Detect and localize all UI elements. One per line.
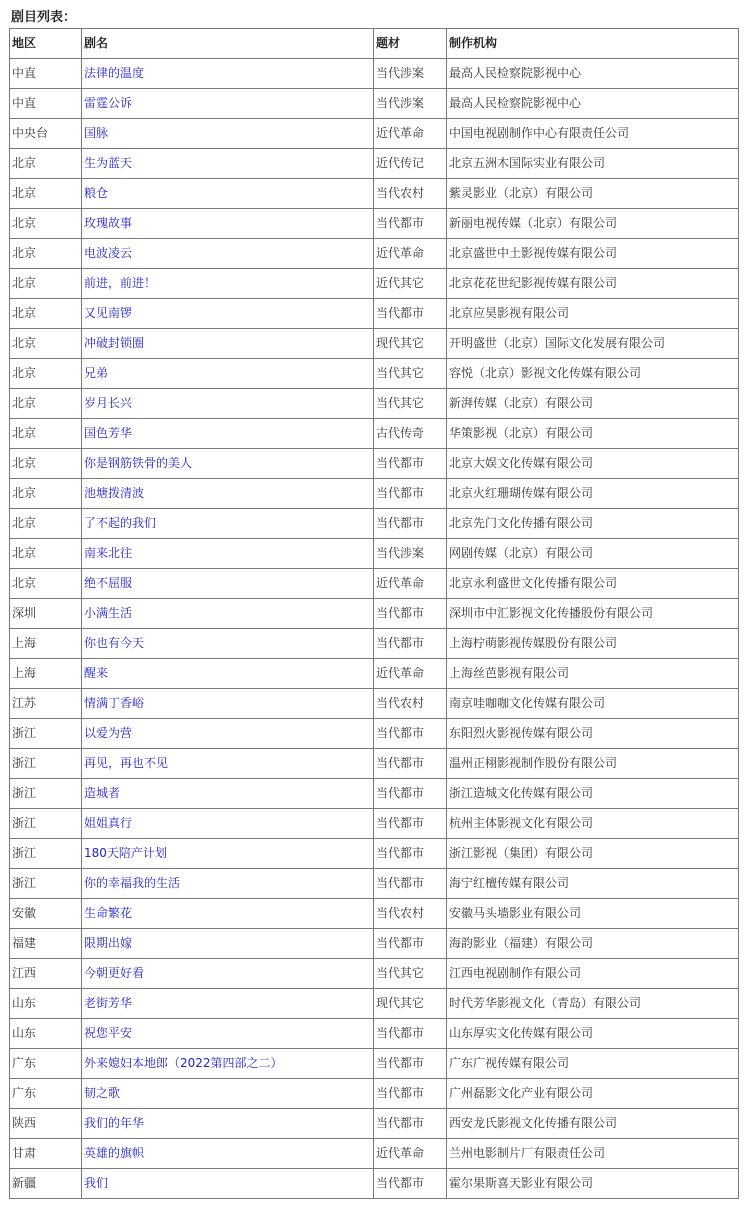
- region-cell: 北京: [10, 419, 82, 449]
- table-row: [10, 89, 739, 119]
- title-cell: [82, 1079, 374, 1109]
- table-row: [10, 659, 739, 689]
- title-cell: [82, 809, 374, 839]
- table-row: [10, 569, 739, 599]
- table-row: [10, 119, 739, 149]
- region-cell: 浙江: [10, 779, 82, 809]
- table-row: [10, 959, 739, 989]
- genre-cell: 当代农村: [374, 689, 447, 719]
- title-cell: [82, 1169, 374, 1199]
- table-row: [10, 209, 739, 239]
- org-cell: 开明盛世（北京）国际文化发展有限公司: [447, 329, 739, 359]
- table-row: [10, 1019, 739, 1049]
- org-cell: 容悦（北京）影视文化传媒有限公司: [447, 359, 739, 389]
- genre-cell: 当代其它: [374, 389, 447, 419]
- region-cell: 北京: [10, 389, 82, 419]
- table-row: [10, 929, 739, 959]
- drama-title-link[interactable]: 电波凌云: [84, 246, 133, 260]
- genre-cell: 近代革命: [374, 659, 447, 689]
- drama-title-link[interactable]: 限期出嫁: [84, 936, 133, 950]
- table-row: [10, 1079, 739, 1109]
- genre-cell: 当代农村: [374, 899, 447, 929]
- region-cell: 北京: [10, 239, 82, 269]
- header-title: 剧名: [82, 29, 374, 59]
- title-cell: [82, 869, 374, 899]
- org-cell: 浙江影视（集团）有限公司: [447, 839, 739, 869]
- drama-title-link[interactable]: 兄弟: [84, 366, 109, 380]
- table-row: [10, 359, 739, 389]
- region-cell: 江苏: [10, 689, 82, 719]
- table-row: [10, 539, 739, 569]
- drama-title-link[interactable]: 池塘拨清波: [84, 486, 145, 500]
- org-cell: 东阳烈火影视传媒有限公司: [447, 719, 739, 749]
- region-cell: 北京: [10, 149, 82, 179]
- org-cell: 广东广视传媒有限公司: [447, 1049, 739, 1079]
- drama-title-link[interactable]: 你的幸福我的生活: [84, 876, 181, 890]
- org-cell: 江西电视剧制作有限公司: [447, 959, 739, 989]
- title-cell: [82, 479, 374, 509]
- title-cell: [82, 239, 374, 269]
- genre-cell: 当代都市: [374, 509, 447, 539]
- table-row: [10, 629, 739, 659]
- drama-title-link[interactable]: 又见南锣: [84, 306, 133, 320]
- drama-title-link[interactable]: 180天陪产计划: [84, 846, 167, 860]
- org-cell: 西安龙氏影视文化传播有限公司: [447, 1109, 739, 1139]
- genre-cell: 当代其它: [374, 959, 447, 989]
- drama-title-link[interactable]: 玫瑰故事: [84, 216, 133, 230]
- org-cell: 杭州主体影视文化有限公司: [447, 809, 739, 839]
- drama-title-link[interactable]: 生命繁花: [84, 906, 133, 920]
- region-cell: 甘肃: [10, 1139, 82, 1169]
- region-cell: 福建: [10, 929, 82, 959]
- table-row: [10, 59, 739, 89]
- drama-title-link[interactable]: 我们: [84, 1176, 109, 1190]
- genre-cell: 近代革命: [374, 1139, 447, 1169]
- region-cell: 浙江: [10, 869, 82, 899]
- title-cell: [82, 719, 374, 749]
- org-cell: 新丽电视传媒（北京）有限公司: [447, 209, 739, 239]
- genre-cell: 现代其它: [374, 329, 447, 359]
- region-cell: 陕西: [10, 1109, 82, 1139]
- genre-cell: 近代革命: [374, 569, 447, 599]
- org-cell: 新湃传媒（北京）有限公司: [447, 389, 739, 419]
- region-cell: 浙江: [10, 749, 82, 779]
- drama-title-link[interactable]: 绝不屈服: [84, 576, 133, 590]
- table-row: [10, 749, 739, 779]
- table-row: [10, 479, 739, 509]
- region-cell: 北京: [10, 269, 82, 299]
- org-cell: 时代芳华影视文化（青岛）有限公司: [447, 989, 739, 1019]
- title-cell: [82, 899, 374, 929]
- table-row: [10, 239, 739, 269]
- genre-cell: 当代涉案: [374, 89, 447, 119]
- title-cell: [82, 359, 374, 389]
- drama-title-link[interactable]: 醒来: [84, 666, 109, 680]
- drama-title-link[interactable]: 老街芳华: [84, 996, 133, 1010]
- genre-cell: 近代革命: [374, 119, 447, 149]
- region-cell: 北京: [10, 569, 82, 599]
- genre-cell: 当代都市: [374, 1109, 447, 1139]
- region-cell: 新疆: [10, 1169, 82, 1199]
- region-cell: 北京: [10, 209, 82, 239]
- region-cell: 北京: [10, 329, 82, 359]
- drama-title-link[interactable]: 国色芳华: [84, 426, 133, 440]
- genre-cell: 当代都市: [374, 209, 447, 239]
- genre-cell: 当代都市: [374, 749, 447, 779]
- region-cell: 深圳: [10, 599, 82, 629]
- title-cell: [82, 749, 374, 779]
- title-cell: [82, 389, 374, 419]
- title-cell: [82, 329, 374, 359]
- genre-cell: 当代都市: [374, 479, 447, 509]
- header-region: 地区: [10, 29, 82, 59]
- org-cell: 兰州电影制片厂有限责任公司: [447, 1139, 739, 1169]
- genre-cell: 当代都市: [374, 629, 447, 659]
- org-cell: 深圳市中汇影视文化传播股份有限公司: [447, 599, 739, 629]
- title-cell: [82, 449, 374, 479]
- genre-cell: 当代都市: [374, 299, 447, 329]
- table-header-row: [10, 29, 739, 59]
- genre-cell: 当代其它: [374, 359, 447, 389]
- drama-title-link[interactable]: 祝您平安: [84, 1026, 133, 1040]
- table-row: [10, 149, 739, 179]
- region-cell: 广东: [10, 1049, 82, 1079]
- org-cell: 北京应昊影视有限公司: [447, 299, 739, 329]
- table-row: [10, 419, 739, 449]
- title-cell: [82, 599, 374, 629]
- org-cell: 山东厚实文化传媒有限公司: [447, 1019, 739, 1049]
- table-row: [10, 779, 739, 809]
- org-cell: 南京哇咖咖文化传媒有限公司: [447, 689, 739, 719]
- genre-cell: 当代都市: [374, 839, 447, 869]
- drama-title-link[interactable]: 南来北往: [84, 546, 133, 560]
- table-row: [10, 899, 739, 929]
- drama-title-link[interactable]: 了不起的我们: [84, 516, 157, 530]
- org-cell: 最高人民检察院影视中心: [447, 89, 739, 119]
- title-cell: [82, 989, 374, 1019]
- drama-title-link[interactable]: 造城者: [84, 786, 121, 800]
- genre-cell: 当代都市: [374, 599, 447, 629]
- drama-title-link[interactable]: 生为蓝天: [84, 156, 133, 170]
- table-row: [10, 1109, 739, 1139]
- org-cell: 霍尔果斯喜天影业有限公司: [447, 1169, 739, 1199]
- title-cell: [82, 209, 374, 239]
- title-cell: [82, 839, 374, 869]
- title-cell: [82, 179, 374, 209]
- table-row: [10, 299, 739, 329]
- region-cell: 中直: [10, 89, 82, 119]
- drama-title-link[interactable]: 姐姐真行: [84, 816, 133, 830]
- table-row: [10, 689, 739, 719]
- drama-title-link[interactable]: 再见，再也不见: [84, 756, 169, 770]
- genre-cell: 近代革命: [374, 239, 447, 269]
- org-cell: 上海丝芭影视有限公司: [447, 659, 739, 689]
- region-cell: 北京: [10, 299, 82, 329]
- title-cell: [82, 269, 374, 299]
- title-cell: [82, 1109, 374, 1139]
- drama-title-link[interactable]: 雷霆公诉: [84, 96, 133, 110]
- region-cell: 山东: [10, 989, 82, 1019]
- org-cell: 浙江造城文化传媒有限公司: [447, 779, 739, 809]
- org-cell: 安徽马头墙影业有限公司: [447, 899, 739, 929]
- title-cell: [82, 539, 374, 569]
- drama-title-link[interactable]: 英雄的旗帜: [84, 1146, 145, 1160]
- genre-cell: 当代都市: [374, 719, 447, 749]
- genre-cell: 当代都市: [374, 1019, 447, 1049]
- table-row: [10, 599, 739, 629]
- org-cell: 温州正栩影视制作股份有限公司: [447, 749, 739, 779]
- org-cell: 北京盛世中土影视传媒有限公司: [447, 239, 739, 269]
- org-cell: 上海柠萌影视传媒股份有限公司: [447, 629, 739, 659]
- drama-title-link[interactable]: 粮仓: [84, 186, 109, 200]
- genre-cell: 当代涉案: [374, 539, 447, 569]
- table-row: [10, 809, 739, 839]
- org-cell: 北京五洲木国际实业有限公司: [447, 149, 739, 179]
- table-row: [10, 449, 739, 479]
- region-cell: 安徽: [10, 899, 82, 929]
- region-cell: 上海: [10, 659, 82, 689]
- drama-title-link[interactable]: 你也有今天: [84, 636, 145, 650]
- drama-list-table: [9, 28, 739, 1199]
- table-row: [10, 1049, 739, 1079]
- org-cell: 最高人民检察院影视中心: [447, 59, 739, 89]
- title-cell: [82, 659, 374, 689]
- org-cell: 海宁红檀传媒有限公司: [447, 869, 739, 899]
- genre-cell: 当代都市: [374, 929, 447, 959]
- title-cell: [82, 1139, 374, 1169]
- genre-cell: 当代都市: [374, 1049, 447, 1079]
- drama-title-link[interactable]: 情满丁香峪: [84, 696, 145, 710]
- title-cell: [82, 1049, 374, 1079]
- region-cell: 北京: [10, 509, 82, 539]
- org-cell: 广州磊影文化产业有限公司: [447, 1079, 739, 1109]
- table-row: [10, 839, 739, 869]
- title-cell: [82, 689, 374, 719]
- genre-cell: 现代其它: [374, 989, 447, 1019]
- table-row: [10, 509, 739, 539]
- genre-cell: 当代都市: [374, 779, 447, 809]
- region-cell: 中直: [10, 59, 82, 89]
- region-cell: 北京: [10, 479, 82, 509]
- drama-title-link[interactable]: 岁月长兴: [84, 396, 133, 410]
- org-cell: 北京花花世纪影视传媒有限公司: [447, 269, 739, 299]
- genre-cell: 近代其它: [374, 269, 447, 299]
- region-cell: 浙江: [10, 809, 82, 839]
- header-genre: 题材: [374, 29, 447, 59]
- drama-title-link[interactable]: 外来媳妇本地郎（2022第四部之二）: [84, 1056, 283, 1070]
- drama-title-link[interactable]: 以爱为营: [84, 726, 133, 740]
- title-cell: [82, 779, 374, 809]
- table-row: [10, 989, 739, 1019]
- region-cell: 广东: [10, 1079, 82, 1109]
- org-cell: 网剧传媒（北京）有限公司: [447, 539, 739, 569]
- table-row: [10, 1139, 739, 1169]
- drama-title-link[interactable]: 你是钢筋铁骨的美人: [84, 456, 193, 470]
- drama-title-link[interactable]: 今朝更好看: [84, 966, 145, 980]
- genre-cell: 当代都市: [374, 449, 447, 479]
- title-cell: [82, 1019, 374, 1049]
- region-cell: 北京: [10, 359, 82, 389]
- genre-cell: 近代传记: [374, 149, 447, 179]
- title-cell: [82, 89, 374, 119]
- org-cell: 海韵影业（福建）有限公司: [447, 929, 739, 959]
- org-cell: 华策影视（北京）有限公司: [447, 419, 739, 449]
- table-row: [10, 269, 739, 299]
- table-row: [10, 389, 739, 419]
- title-cell: [82, 929, 374, 959]
- genre-cell: 古代传奇: [374, 419, 447, 449]
- drama-title-link[interactable]: 我们的年华: [84, 1116, 145, 1130]
- drama-title-link[interactable]: 法律的温度: [84, 66, 145, 80]
- title-cell: [82, 119, 374, 149]
- org-cell: 北京大娱文化传媒有限公司: [447, 449, 739, 479]
- title-cell: [82, 149, 374, 179]
- org-cell: 北京永利盛世文化传播有限公司: [447, 569, 739, 599]
- region-cell: 北京: [10, 539, 82, 569]
- table-row: [10, 869, 739, 899]
- table-row: [10, 329, 739, 359]
- genre-cell: 当代农村: [374, 179, 447, 209]
- genre-cell: 当代涉案: [374, 59, 447, 89]
- region-cell: 浙江: [10, 719, 82, 749]
- region-cell: 浙江: [10, 839, 82, 869]
- drama-title-link[interactable]: 小满生活: [84, 606, 133, 620]
- genre-cell: 当代都市: [374, 869, 447, 899]
- genre-cell: 当代都市: [374, 809, 447, 839]
- title-cell: [82, 299, 374, 329]
- title-cell: [82, 59, 374, 89]
- table-row: [10, 179, 739, 209]
- org-cell: 紫灵影业（北京）有限公司: [447, 179, 739, 209]
- table-row: [10, 1169, 739, 1199]
- title-cell: [82, 419, 374, 449]
- title-cell: [82, 959, 374, 989]
- org-cell: 北京先门文化传播有限公司: [447, 509, 739, 539]
- header-org: 制作机构: [447, 29, 739, 59]
- drama-title-link[interactable]: 冲破封锁圈: [84, 336, 145, 350]
- region-cell: 江西: [10, 959, 82, 989]
- region-cell: 北京: [10, 449, 82, 479]
- title-cell: [82, 629, 374, 659]
- region-cell: 北京: [10, 179, 82, 209]
- region-cell: 上海: [10, 629, 82, 659]
- table-row: [10, 719, 739, 749]
- list-caption: 剧目列表：: [11, 10, 77, 25]
- drama-title-link[interactable]: 国脉: [84, 126, 109, 140]
- org-cell: 北京火红珊瑚传媒有限公司: [447, 479, 739, 509]
- drama-title-link[interactable]: 韧之歌: [84, 1086, 121, 1100]
- region-cell: 山东: [10, 1019, 82, 1049]
- genre-cell: 当代都市: [374, 1079, 447, 1109]
- drama-title-link[interactable]: 前进，前进！: [84, 276, 157, 290]
- genre-cell: 当代都市: [374, 1169, 447, 1199]
- region-cell: 中央台: [10, 119, 82, 149]
- title-cell: [82, 509, 374, 539]
- org-cell: 中国电视剧制作中心有限责任公司: [447, 119, 739, 149]
- title-cell: [82, 569, 374, 599]
